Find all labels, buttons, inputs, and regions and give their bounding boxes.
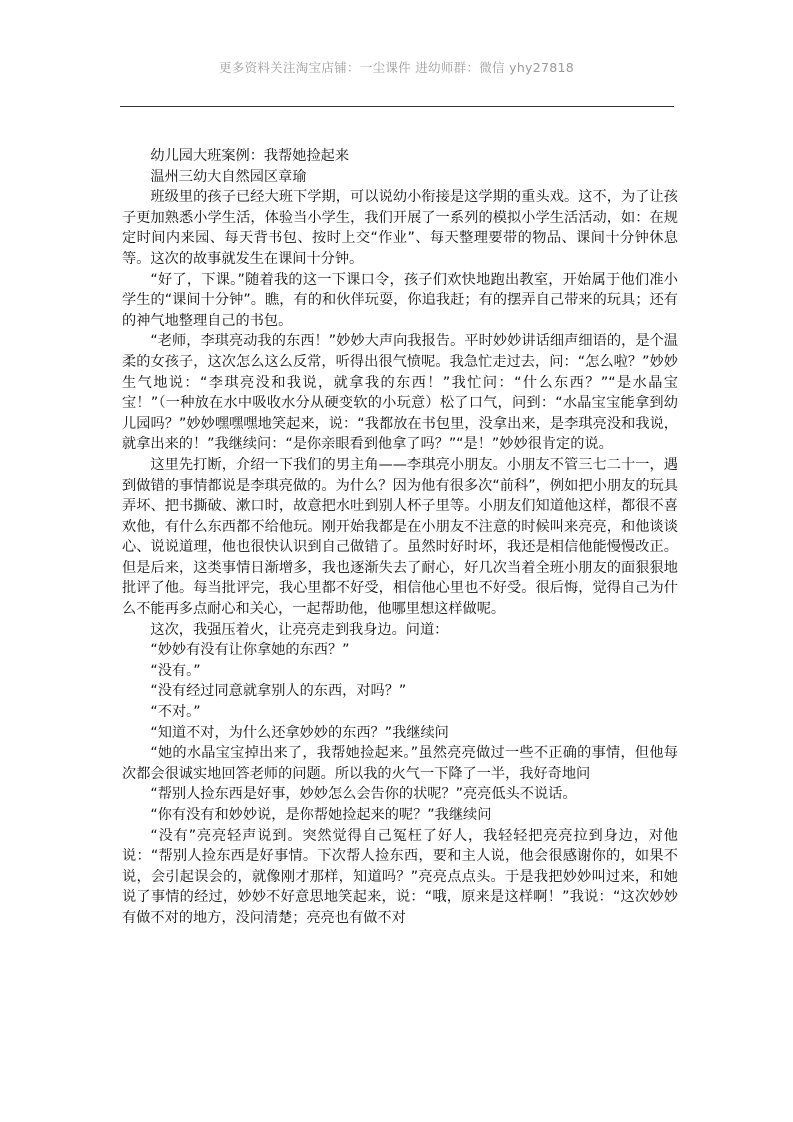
paragraph-5: 这次，我强压着火，让亮亮走到我身边。问道： — [150, 621, 449, 638]
header-note: 更多资料关注淘宝店铺：一尘课件 进幼师群：微信 yhy27818 — [218, 60, 575, 75]
paragraph-3: “老师，李琪亮动我的东西！”妙妙大声向我报告。平时妙妙讲话细声细语的，是个温柔的女孩子，这次怎么这么反常，听得出很气愤呢。我急忙走过去，问：“怎么啦？”妙妙生气地说：“李琪亮没和我说，就拿我的东西！”我忙问：“什么东西？”“是水晶宝宝！”（一种放在水中吸收水分从硬变软的小玩意）松了口气，问到：“水晶宝宝能拿到幼儿园吗？”妙妙嘿嘿嘿地笑起来，说：“我都放在书包里，没拿出来，是李琪亮没和我说，就拿出来的！”我继续问：“是你亲眼看到他拿了吗？”“是！”妙妙很肯定的说。 — [122, 333, 678, 453]
document-author: 温州三幼大自然园区章瑜 — [150, 168, 307, 185]
dialogue-line: “不对。” — [150, 704, 201, 721]
dialogue-line: “没有经过同意就拿别人的东西，对吗？” — [150, 683, 407, 700]
paragraph-7: “没有”亮亮轻声说到。突然觉得自己冤枉了好人，我轻轻把亮亮拉到身边，对他说：“帮别人捡东西是好事情。下次帮人捡东西，要和主人说，他会很感谢你的，如果不说，会引起误会的，就像刚才那样，知道吗？”亮亮点点头。于是我把妙妙叫过来，和她说了事情的经过，妙妙不好意思地笑起来，说：“哦，原来是这样啊！”我说：“这次妙妙有做不对的地方，没问清楚；亮亮也有做不对 — [122, 827, 678, 926]
dialogue-line: “没有。” — [150, 662, 201, 679]
paragraph-1: 班级里的孩子已经大班下学期，可以说幼小衔接是这学期的重头戏。这不，为了让孩子更加熟悉小学生活，体验当小学生，我们开展了一系列的模拟小学生活活动，如：在规定时间内来园、每天背书包、按时上交“作业”、每天整理要带的物品、课间十分钟休息等。这次的故事就发生在课间十分钟。 — [122, 189, 678, 267]
paragraph-2: “好了，下课。”随着我的这一下课口令，孩子们欢快地跑出教室，开始属于他们准小学生的“课间十分钟”。瞧，有的和伙伴玩耍，你追我赶；有的摆弄自己带来的玩具；还有的神气地整理自己的书包。 — [122, 271, 678, 329]
document-body — [122, 146, 678, 929]
dialogue-line: “你有没有和妙妙说，是你帮她捡起来的呢？”我继续问 — [150, 807, 492, 823]
paragraph-4: 这里先打断，介绍一下我们的男主角——李琪亮小朋友。小朋友不管三七二十一，遇到做错的事情都说是李琪亮做的。为什么？因为他有很多次“前科”，例如把小朋友的玩具弄坏、把书撕破、漱口时，故意把水吐到别人杯子里等。小朋友们知道他这样，都很不喜欢他，有什么东西都不给他玩。刚开始我都是在小朋友不注意的时候叫来亮亮，和他谈谈心、说说道理，他也很快认识到自己做错了。虽然时好时坏，我还是相信他能慢慢改正。但是后来，这类事情日渐增多，我也逐渐失去了耐心，好几次当着全班小朋友的面狠狠地批评了他。每当批评完，我心里都不好受，相信他心里也不好受。很后悔，觉得自己为什么不能再多点耐心和关心，一起帮助他，他哪里想这样做呢。 — [122, 456, 678, 618]
dialogue-line: “知道不对，为什么还拿妙妙的东西？”我继续问 — [150, 724, 449, 741]
paragraph-6: “她的水晶宝宝掉出来了，我帮她捡起来。”虽然亮亮做过一些不正确的事情，但他每次都会很诚实地回答老师的问题。所以我的火气一下降了一半，我好奇地问 — [122, 745, 678, 782]
document-title: 幼儿园大班案例：我帮她捡起来 — [150, 148, 350, 164]
header-divider — [120, 106, 674, 107]
dialogue-line: “帮别人捡东西是好事，妙妙怎么会告你的状呢？”亮亮低头不说话。 — [150, 786, 577, 803]
dialogue-line: “妙妙有没有让你拿她的东西？” — [150, 642, 350, 659]
